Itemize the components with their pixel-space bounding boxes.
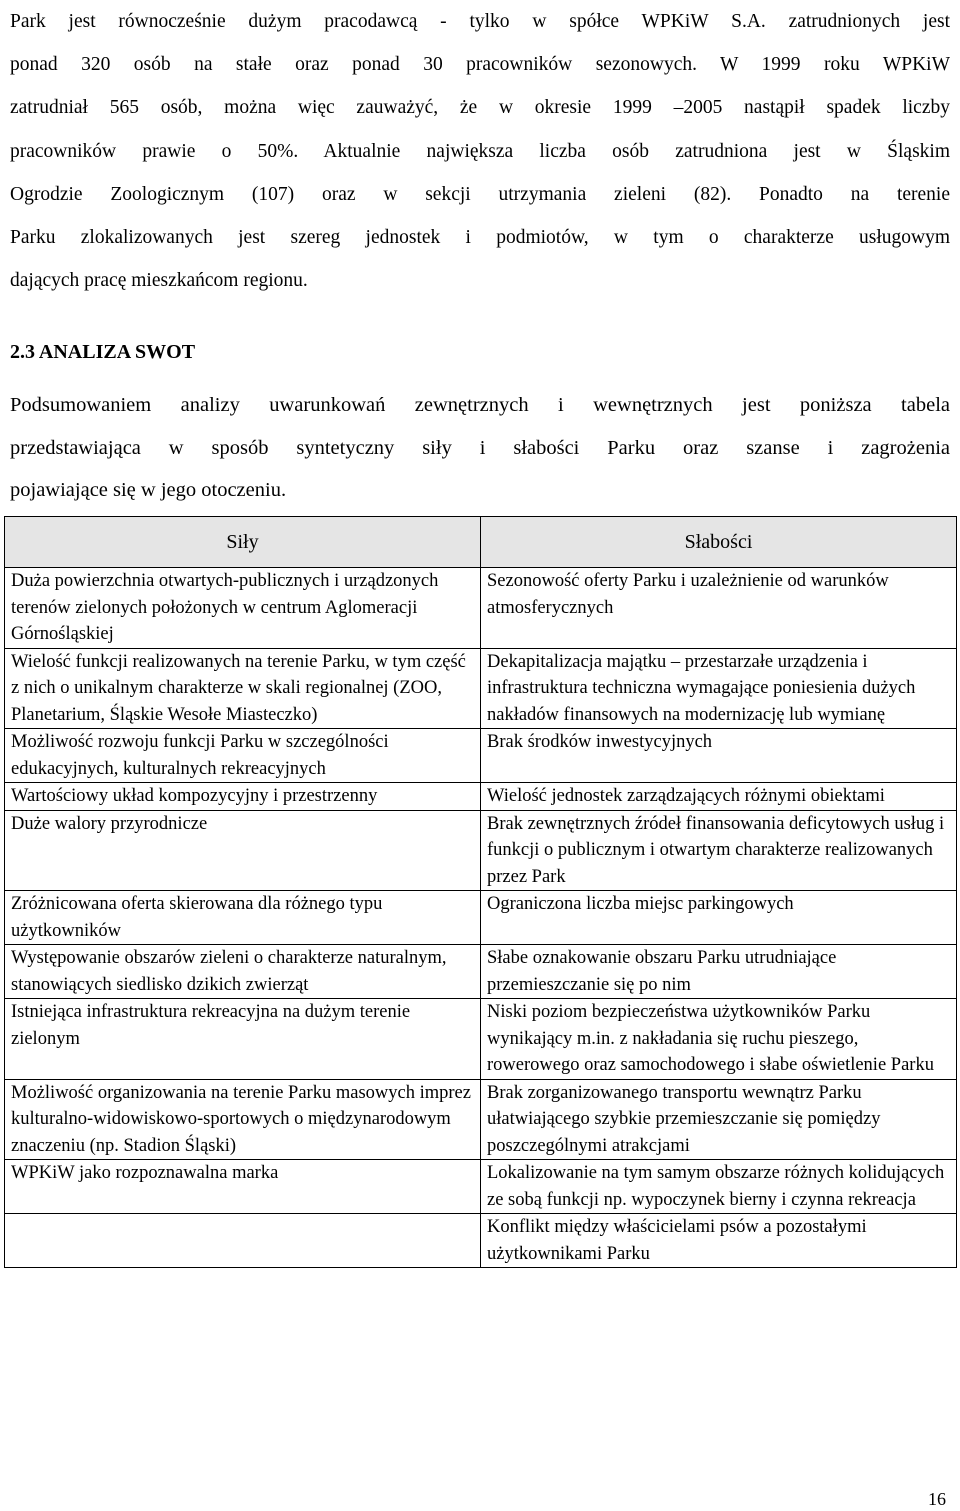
table-row: [5, 891, 957, 945]
strength-cell: WPKiW jako rozpoznawalna marka: [5, 1160, 481, 1214]
weakness-cell: Wielość jednostek zarządzających różnymi obiektami: [481, 783, 957, 811]
strength-cell: Występowanie obszarów zieleni o charakterze naturalnym, stanowiących siedlisko dzikich zwierząt: [5, 945, 481, 999]
summary-line: przedstawiająca w sposób syntetyczny siły i słabości Parku oraz szanse i zagrożenia: [10, 436, 950, 459]
weakness-cell: Konflikt między właścicielami psów a pozostałymi użytkownikami Parku: [481, 1214, 957, 1268]
summary-line: pojawiające się w jego otoczeniu.: [10, 479, 287, 501]
swot-header-row: [5, 517, 957, 568]
table-row: [5, 1079, 957, 1160]
summary-line: Podsumowaniem analizy uwarunkowań zewnętrznych i wewnętrznych jest poniższa tabela: [10, 394, 950, 416]
intro-line: Ogrodzie Zoologicznym (107) oraz w sekcji utrzymania zieleni (82). Ponadto na terenie: [10, 183, 950, 205]
strengths-header: Siły: [5, 517, 481, 568]
table-row: [5, 1214, 957, 1268]
weakness-cell: Sezonowość oferty Parku i uzależnienie od warunków atmosferycznych: [481, 568, 957, 649]
table-row: [5, 810, 957, 891]
table-row: [5, 729, 957, 783]
intro-line: Park jest równocześnie dużym pracodawcą - tylko w spółce WPKiW S.A. zatrudnionych jest: [10, 11, 950, 32]
table-row: [5, 648, 957, 729]
strength-cell: Zróżnicowana oferta skierowana dla różnego typu użytkowników: [5, 891, 481, 945]
intro-line: ponad 320 osób na stałe oraz ponad 30 pracowników sezonowych. W 1999 roku WPKiW: [10, 54, 950, 76]
table-row: [5, 568, 957, 649]
weakness-cell: Słabe oznakowanie obszaru Parku utrudniające przemieszczanie się po nim: [481, 945, 957, 999]
strength-cell: Duże walory przyrodnicze: [5, 810, 481, 891]
weaknesses-header: Słabości: [481, 517, 957, 568]
table-row: [5, 999, 957, 1080]
intro-line: zatrudniał 565 osób, można więc zauważyć, że w okresie 1999 –2005 nastąpił spadek liczby: [10, 97, 950, 119]
section-heading: 2.3 ANALIZA SWOT: [10, 341, 196, 363]
intro-paragraph: [10, 0, 950, 302]
table-row: [5, 945, 957, 999]
weakness-cell: Brak zorganizowanego transportu wewnątrz Parku ułatwiającego szybkie przemieszczanie się pomiędzy poszczególnymi atrakcjami: [481, 1079, 957, 1160]
table-row: [5, 783, 957, 811]
weakness-cell: Ograniczona liczba miejsc parkingowych: [481, 891, 957, 945]
intro-line: Parku zlokalizowanych jest szereg jednostek i podmiotów, w tym o charakterze usługowym: [10, 227, 950, 249]
weakness-cell: Brak środków inwestycyjnych: [481, 729, 957, 783]
weakness-cell: Niski poziom bezpieczeństwa użytkowników Parku wynikający m.in. z nakładania się ruchu pieszego, rowerowego oraz samochodowego i słabe oświetlenie Parku: [481, 999, 957, 1080]
table-row: [5, 1160, 957, 1214]
strength-cell: Możliwość rozwoju funkcji Parku w szczególności edukacyjnych, kulturalnych rekreacyjnych: [5, 729, 481, 783]
page-number: 16: [928, 1489, 946, 1509]
weakness-cell: Dekapitalizacja majątku – przestarzałe urządzenia i infrastruktura techniczna wymagające poniesienia dużych nakładów finansowych na modernizację lub wymianę: [481, 648, 957, 729]
strength-cell: Istniejąca infrastruktura rekreacyjna na dużym terenie zielonym: [5, 999, 481, 1080]
strength-cell: Wartościowy układ kompozycyjny i przestrzenny: [5, 783, 481, 811]
strength-cell: [5, 1214, 481, 1268]
weakness-cell: Brak zewnętrznych źródeł finansowania deficytowych usług i funkcji o publicznym i otwartym charakterze realizowanych przez Park: [481, 810, 957, 891]
strength-cell: Wielość funkcji realizowanych na terenie Parku, w tym część z nich o unikalnym charakterze w skali regionalnej (ZOO, Planetarium, Śląskie Wesołe Miasteczko): [5, 648, 481, 729]
swot-table: [4, 516, 957, 1268]
summary-paragraph: [10, 384, 950, 512]
weakness-cell: Lokalizowanie na tym samym obszarze różnych kolidujących ze sobą funkcji np. wypoczynek bierny i czynna rekreacja: [481, 1160, 957, 1214]
strength-cell: Możliwość organizowania na terenie Parku masowych imprez kulturalno-widowiskowo-sportowych o międzynarodowym znaczeniu (np. Stadion Śląski): [5, 1079, 481, 1160]
intro-line: dających pracę mieszkańcom regionu.: [10, 270, 308, 292]
intro-line: pracowników prawie o 50%. Aktualnie największa liczba osób zatrudniona jest w Śląskim: [10, 140, 950, 162]
strength-cell: Duża powierzchnia otwartych-publicznych i urządzonych terenów zielonych położonych w centrum Aglomeracji Górnośląskiej: [5, 568, 481, 649]
